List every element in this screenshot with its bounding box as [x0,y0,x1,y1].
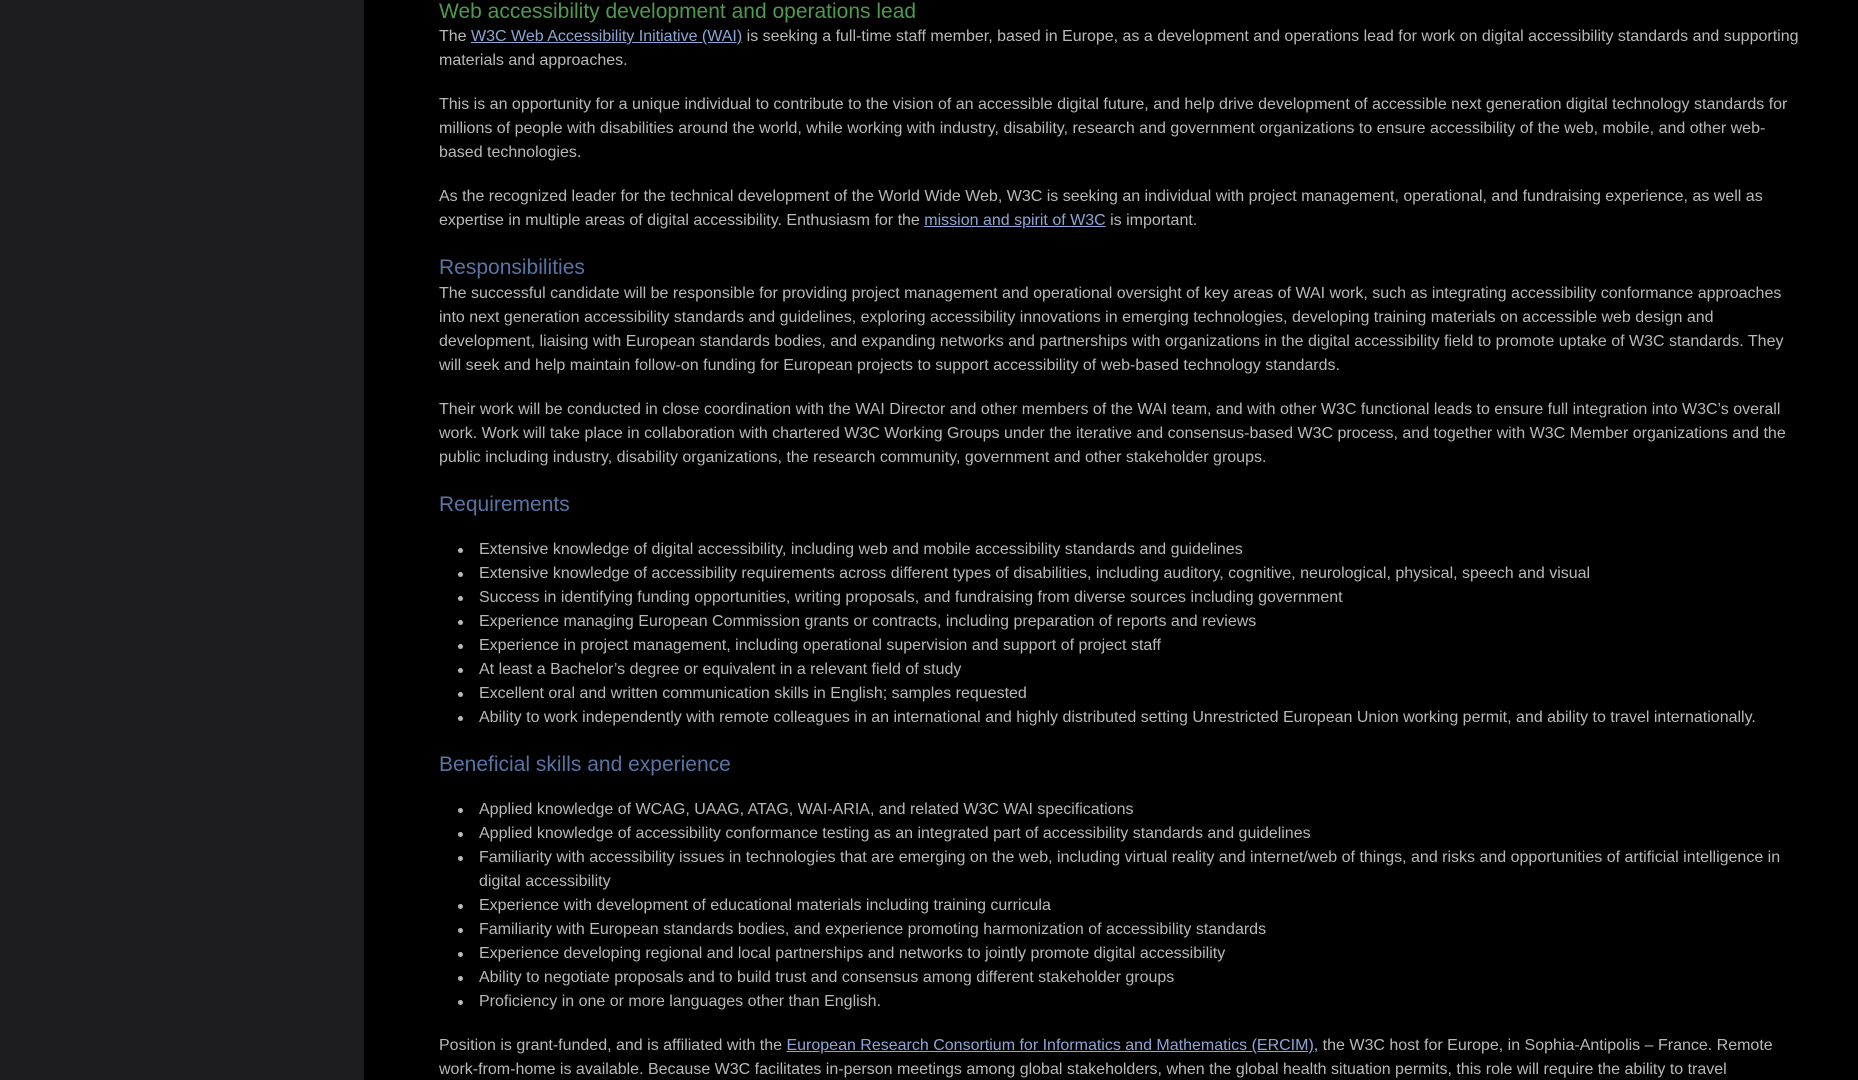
leader-paragraph: As the recognized leader for the technical development of the World Wide Web, W3C is seeking an individual with project management, operational, and fundraising experience, as well as expertise in multiple areas of digital accessibility. Enthusiasm for the mission and spirit of W3C is important. [439,188,1763,229]
mission-link[interactable]: mission and spirit of W3C [924,212,1106,229]
responsibilities-paragraph-1: The successful candidate will be responsible for providing project management and operational oversight of key areas of WAI work, such as integrating accessibility conformance approaches into next generation accessibility standards and guidelines, exploring accessibility innovations in emerging technologies, developing training materials on accessible web design and development, liaising with European standards bodies, and expanding networks and partnerships with organizations in the digital accessibility field to promote uptake of W3C standards. They will seek and help maintain follow-on funding for European projects to support accessibility of web-based technology standards. [439,285,1784,374]
list-item: Excellent oral and written communication skills in English; samples requested [479,682,1804,706]
job-posting [439,0,1804,1080]
list-item: Experience in project management, including operational supervision and support of project staff [479,634,1804,658]
list-item: Familiarity with accessibility issues in technologies that are emerging on the web, including virtual reality and internet/web of things, and risks and opportunities of artificial intelligence in digital accessibility [479,846,1804,894]
list-item: Familiarity with European standards bodies, and experience promoting harmonization of accessibility standards [479,918,1804,942]
responsibilities-paragraph-2: Their work will be conducted in close coordination with the WAI Director and other members of the WAI team, and with other W3C functional leads to ensure full integration into W3C’s overall work. Work will take place in collaboration with chartered W3C Working Groups under the iterative and consensus-based W3C process, and together with W3C Member organizations and the public including industry, disability organizations, the research community, government and other stakeholder groups. [439,401,1786,466]
position-paragraph: Position is grant-funded, and is affiliated with the European Research Consortium for Informatics and Mathematics (ERCIM), the W3C host for Europe, in Sophia-Antipolis – France. Remote work-from-home is available. Because W3C facilitates in-person meetings among global stakeholders, when the global health situation permits, this role will require the ability to travel [439,1037,1773,1078]
responsibilities-heading: Responsibilities [439,256,585,279]
left-sidebar [0,0,364,1080]
list-item: Success in identifying funding opportunities, writing proposals, and fundraising from diverse sources including government [479,586,1804,610]
job-title: Web accessibility development and operations lead [439,0,917,23]
opportunity-paragraph: This is an opportunity for a unique individual to contribute to the vision of an accessible digital future, and help drive development of accessible next generation digital technology standards for millions of people with disabilities around the world, while working with industry, disability, research and government organizations to ensure accessibility of the web, mobile, and other web-based technologies. [439,96,1788,161]
list-item: Ability to work independently with remote colleagues in an international and highly distributed setting Unrestricted European Union working permit, and ability to travel internationally. [479,706,1804,730]
list-item: Experience with development of educational materials including training curricula [479,894,1804,918]
list-item: Applied knowledge of accessibility conformance testing as an integrated part of accessibility standards and guidelines [479,822,1804,846]
list-item: Experience managing European Commission grants or contracts, including preparation of reports and reviews [479,610,1804,634]
intro-paragraph: The W3C Web Accessibility Initiative (WAI) is seeking a full-time staff member, based in Europe, as a development and operations lead for work on digital accessibility standards and supporting materials and approaches. [439,28,1799,69]
beneficial-heading: Beneficial skills and experience [439,753,731,776]
wai-link[interactable]: W3C Web Accessibility Initiative (WAI) [471,28,743,45]
list-item: Proficiency in one or more languages other than English. [479,990,1804,1014]
list-item: Experience developing regional and local partnerships and networks to jointly promote digital accessibility [479,942,1804,966]
list-item: Extensive knowledge of digital accessibility, including web and mobile accessibility standards and guidelines [479,538,1804,562]
list-item: Applied knowledge of WCAG, UAAG, ATAG, WAI-ARIA, and related W3C WAI specifications [479,798,1804,822]
main-content [364,0,1858,1080]
list-item: At least a Bachelor’s degree or equivalent in a relevant field of study [479,658,1804,682]
requirements-heading: Requirements [439,493,570,516]
ercim-link[interactable]: European Research Consortium for Informatics and Mathematics (ERCIM) [786,1037,1314,1054]
list-item: Ability to negotiate proposals and to build trust and consensus among different stakeholder groups [479,966,1804,990]
requirements-list [439,538,1804,730]
beneficial-list [439,798,1804,1014]
list-item: Extensive knowledge of accessibility requirements across different types of disabilities, including auditory, cognitive, neurological, physical, speech and visual [479,562,1804,586]
